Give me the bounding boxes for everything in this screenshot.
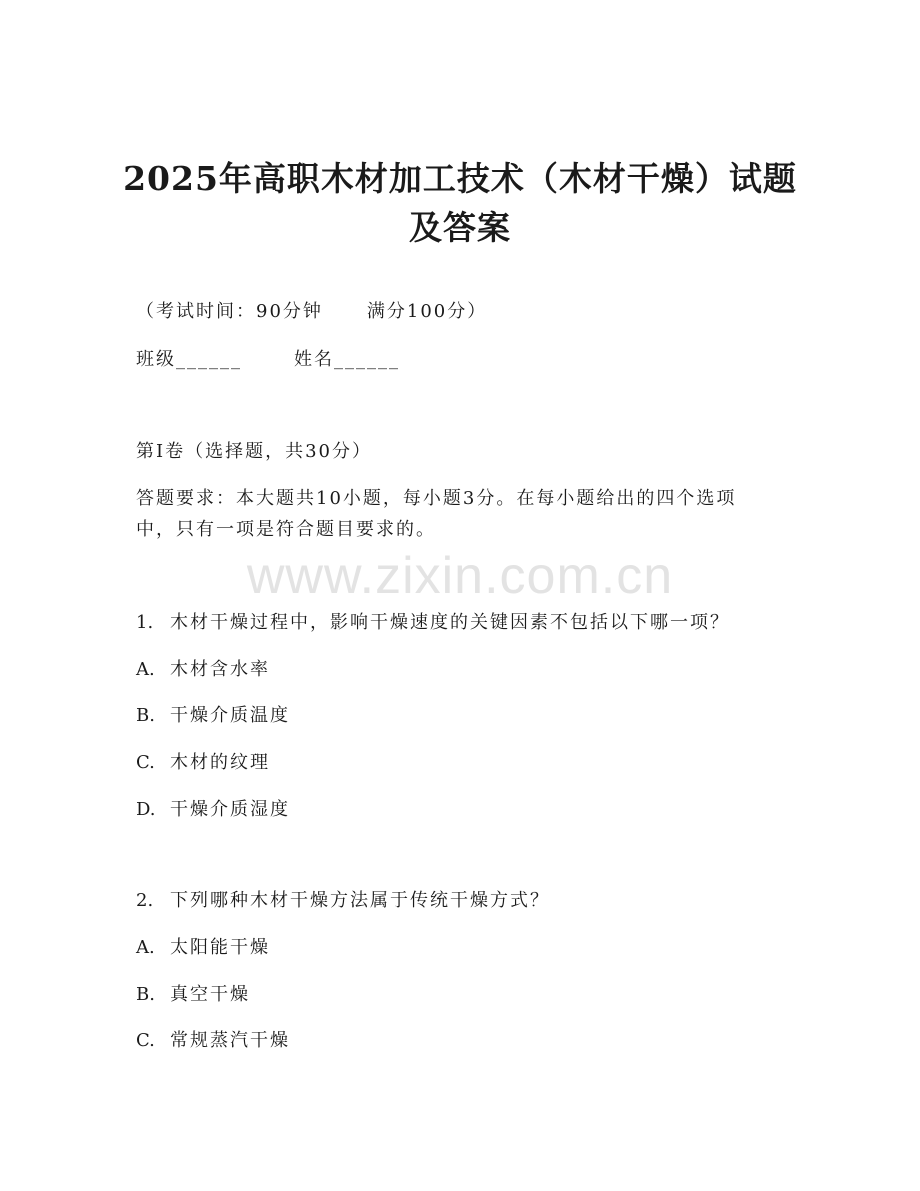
class-field-label: 班级______ [136,349,242,370]
option-text: 干燥介质温度 [170,705,290,726]
option-text: 木材的纹理 [170,752,270,773]
question-2-option-c [136,1027,796,1055]
option-letter: B. [136,705,155,726]
name-field-label: 姓名______ [294,349,400,370]
question-2 [136,887,796,915]
question-2-option-b [136,981,796,1009]
question-1-option-b [136,702,796,730]
question-1-option-d [136,796,796,824]
question-number: 1. [136,612,154,633]
full-score: 满分100分） [366,301,488,322]
exam-meta [136,298,796,326]
option-letter: A. [136,659,155,680]
document-title-line-2: 及答案 [409,208,511,247]
section-heading: 第I卷（选择题，共30分） [136,441,373,462]
option-text: 真空干燥 [170,984,250,1005]
question-1-option-c [136,749,796,777]
option-text: 常规蒸汽干燥 [170,1030,290,1051]
question-1-option-a [136,656,796,684]
question-text: 下列哪种木材干燥方法属于传统干燥方式？ [170,890,550,911]
student-info [136,346,796,374]
option-letter: D. [136,799,156,820]
section-instruction-line-2: 中，只有一项是符合题目要求的。 [136,519,436,540]
option-letter: A. [136,937,155,958]
option-letter: B. [136,984,155,1005]
question-2-option-a [136,934,796,962]
watermark: www.zixin.com.cn [246,547,674,605]
document-title-line-1: 2025年高职木材加工技术（木材干燥）试题 [123,159,797,198]
question-text: 木材干燥过程中，影响干燥速度的关键因素不包括以下哪一项？ [170,612,730,633]
option-text: 太阳能干燥 [170,937,270,958]
question-number: 2. [136,890,154,911]
section-instruction-line-1: 答题要求：本大题共10小题，每小题3分。在每小题给出的四个选项 [136,488,737,509]
option-text: 干燥介质湿度 [170,799,290,820]
option-letter: C. [136,1030,155,1051]
exam-time: （考试时间：90分钟 [136,301,323,322]
question-1 [136,609,796,637]
option-letter: C. [136,752,155,773]
option-text: 木材含水率 [170,659,270,680]
